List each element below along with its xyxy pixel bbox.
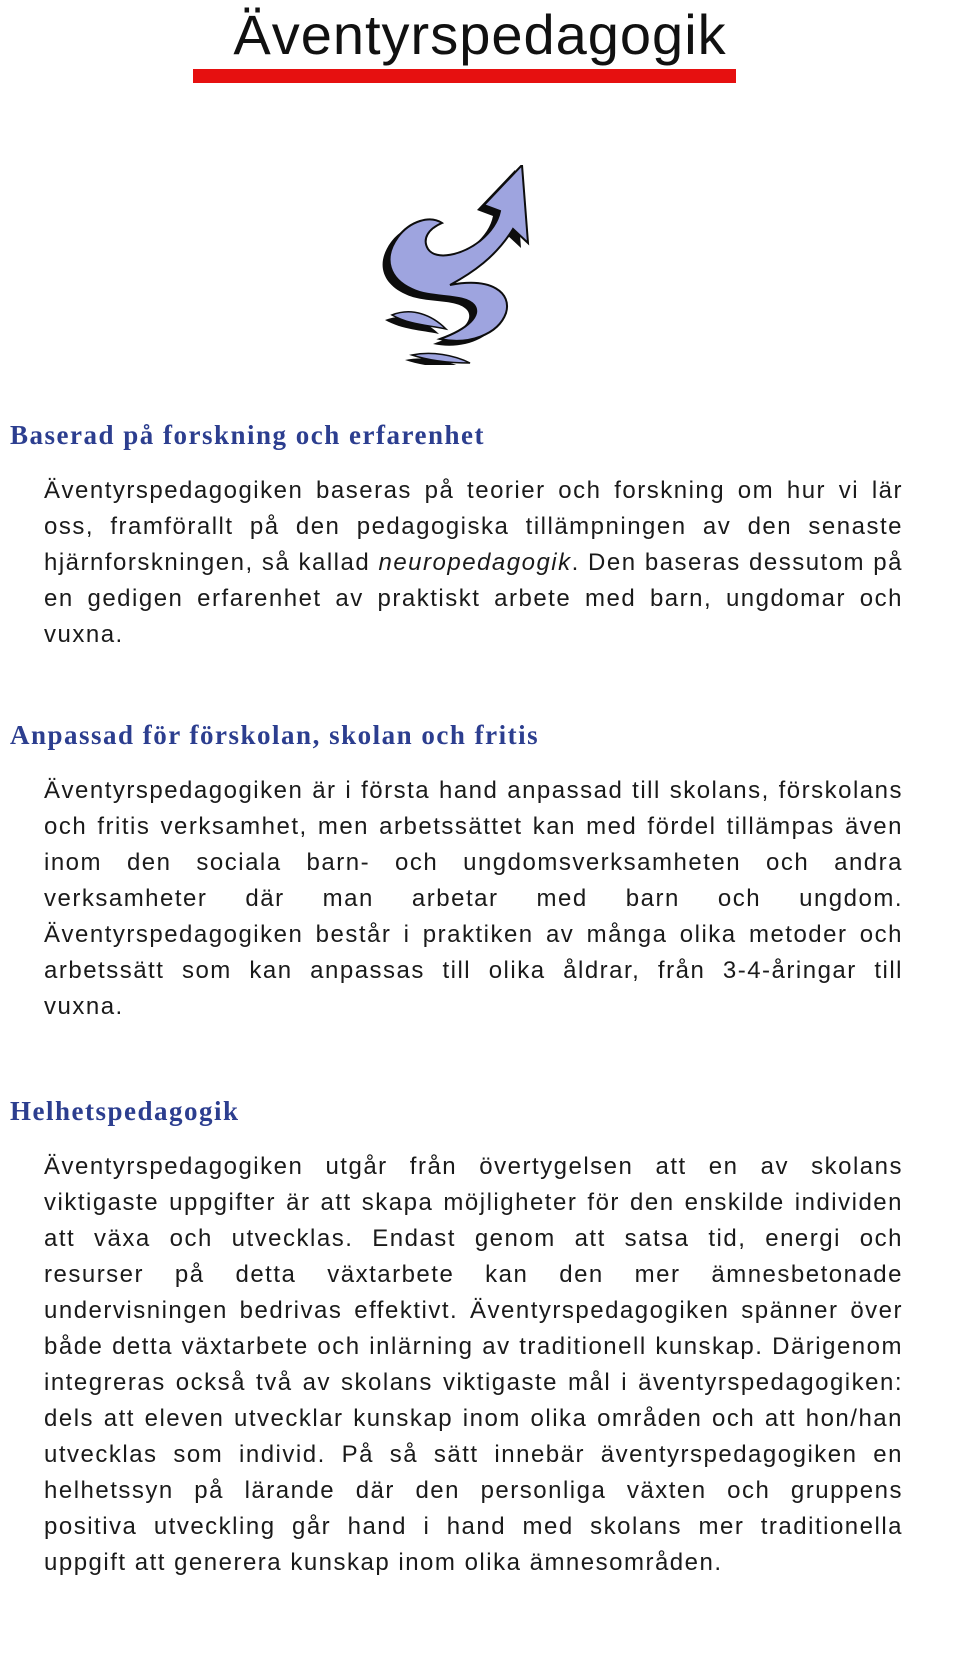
section-heading: Helhetspedagogik <box>10 1096 240 1126</box>
section-anpassad <box>0 720 960 1025</box>
section-heading: Anpassad för förskolan, skolan och fritis <box>10 720 540 750</box>
section-body-text: Äventyrspedagogiken baseras på teorier och forskning om hur vi lär oss, framförallt på den pedagogiska tillämpningen av den senaste hjärnforskningen, så kallad <box>44 477 903 576</box>
section-body: Äventyrspedagogiken är i första hand anpassad till skolans, förskolans och fritis verksamhet, men arbetssättet kan med fördel tillämpas även inom den sociala barn- och ungdomsverksamheten och andra verksamheter där man arbetar med barn och ungdom. Äventyrspedagogiken består i praktiken av många olika metoder och arbetssätt som kan anpassas till olika åldrar, från 3-4-åringar till vuxna. <box>44 777 903 1020</box>
section-heading: Baserad på forskning och erfarenhet <box>10 420 485 450</box>
section-body: Äventyrspedagogiken utgår från övertygelsen att en av skolans viktigaste uppgifter är att skapa möjligheter för den enskilde individen att växa och utvecklas. Endast genom att satsa tid, energi och resurser på detta växtarbete kan den mer ämnesbetonade undervisningen bedrivas effektivt. Äventyrspedagogiken spänner över både detta växtarbete och inlärning av traditionell kunskap. Därigenom integreras också två av skolans viktigaste mål i äventyrspedagogiken: dels att eleven utvecklar kunskap inom olika områden och att hon/han utvecklas som individ. På så sätt innebär äventyrspedagogiken en helhetssyn på lärande där den personliga växten och gruppens positiva utveckling går hand i hand med skolans mer traditionella uppgift att generera kunskap inom olika ämnesområden. <box>44 1153 903 1576</box>
section-body-text: . Den baseras dessutom på en gedigen erfarenhet av praktiskt arbete med barn, ungdomar och vuxna. <box>44 549 904 648</box>
section-body-emphasis: neuropedagogik <box>378 549 572 576</box>
section-helhetspedagogik <box>0 1096 960 1581</box>
section-forskning <box>0 420 960 653</box>
arrow-body <box>390 165 528 363</box>
swirling-up-arrow-icon <box>372 165 572 365</box>
section-body <box>0 473 903 653</box>
title-underline <box>193 69 736 83</box>
page-title: Äventyrspedagogik <box>233 3 727 66</box>
